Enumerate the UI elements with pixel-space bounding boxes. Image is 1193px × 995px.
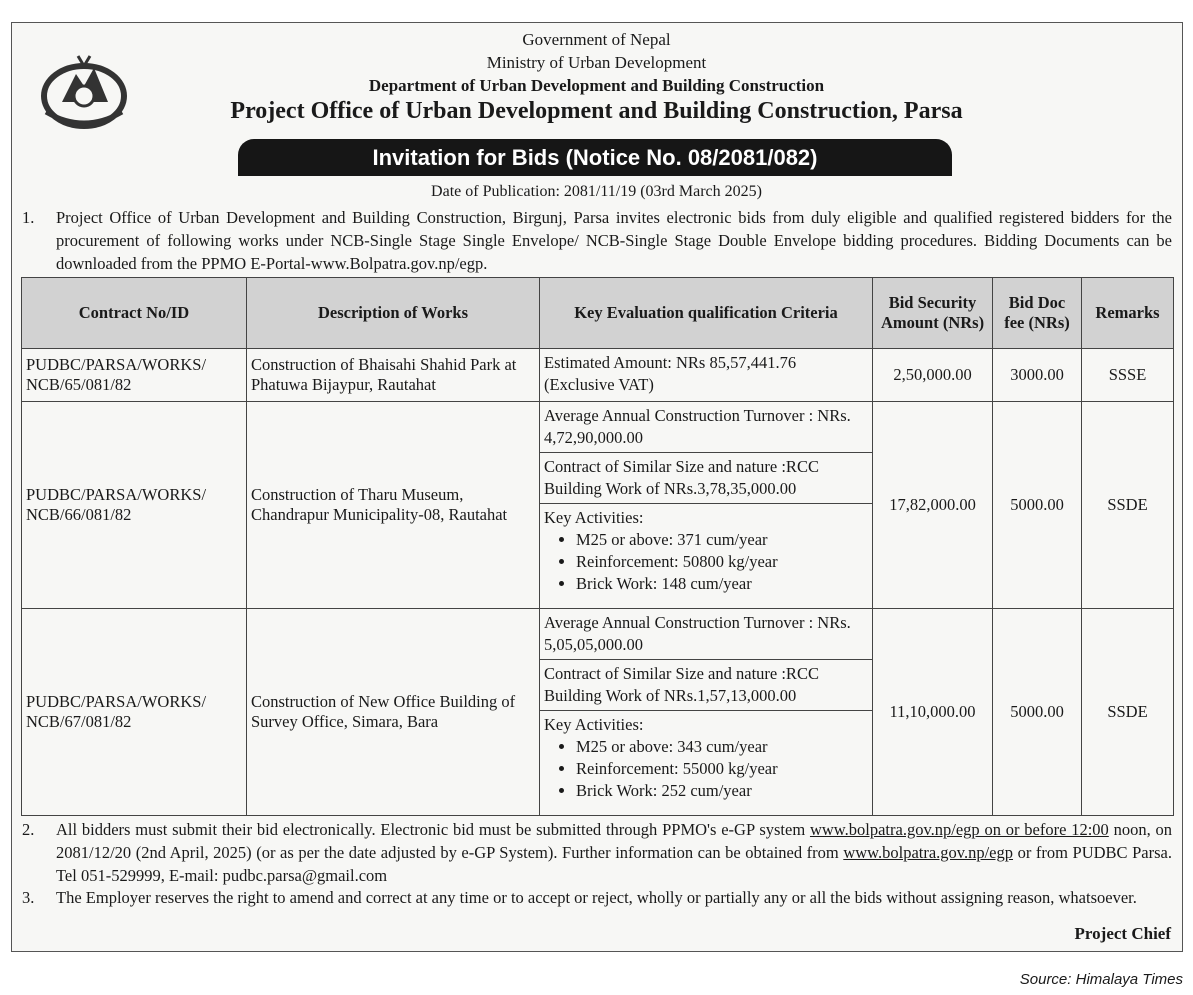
evaluation-criteria (540, 609, 873, 816)
contract-id: PUDBC/PARSA/WORKS/ NCB/65/081/82 (22, 349, 247, 402)
criteria-item: Contract of Similar Size and nature :RCC Building Work of NRs.3,78,35,000.00 (540, 453, 872, 504)
paragraph-3 (22, 886, 1172, 909)
header-department: Department of Urban Development and Building Construction (368, 76, 825, 95)
bid-security: 17,82,000.00 (873, 402, 993, 609)
list-item: • Reinforcement: 50800 kg/year (576, 551, 868, 573)
work-description: Construction of Bhaisahi Shahid Park at Phatuwa Bijaypur, Rautahat (247, 349, 540, 402)
criteria-item: Contract of Similar Size and nature :RCC Building Work of NRs.1,57,13,000.00 (540, 660, 872, 711)
doc-fee: 5000.00 (993, 609, 1082, 816)
paragraph-number: 2. (22, 820, 35, 839)
table-row (22, 609, 1174, 816)
column-header: Key Evaluation qualification Criteria (540, 278, 873, 349)
bids-table (21, 277, 1174, 816)
doc-fee: 5000.00 (993, 402, 1082, 609)
activity-list (544, 529, 868, 595)
egp-portal-link[interactable]: www.bolpatra.gov.np/egp on or before 12:00 (809, 820, 1109, 839)
bolpatra-link[interactable]: www.bolpatra.gov.np/egp (843, 843, 1014, 862)
column-header: Description of Works (247, 278, 540, 349)
list-item: • Brick Work: 252 cum/year (576, 780, 868, 802)
bid-security: 2,50,000.00 (873, 349, 993, 402)
column-header: Contract No/ID (22, 278, 247, 349)
list-item: • Reinforcement: 55000 kg/year (576, 758, 868, 780)
remarks: SSSE (1082, 349, 1174, 402)
text-segment: All bidders must submit their bid electronically. Electronic bid must be submitted through PPMO's e-GP system (56, 820, 810, 839)
column-header: Remarks (1082, 278, 1174, 349)
paragraph-1 (22, 206, 1172, 275)
criteria-item: Average Annual Construction Turnover : NRs. 5,05,05,000.00 (540, 609, 872, 660)
key-activities-label: Key Activities: (544, 715, 644, 734)
list-item: • Brick Work: 148 cum/year (576, 573, 868, 595)
bid-security: 11,10,000.00 (873, 609, 993, 816)
remarks: SSDE (1082, 402, 1174, 609)
list-item: • M25 or above: 343 cum/year (576, 736, 868, 758)
text-segment: or from PUDBC Parsa. Tel 051-529999, E-mail: pudbc.parsa@gmail.com (56, 843, 1172, 885)
doc-fee: 3000.00 (993, 349, 1082, 402)
remarks: SSDE (1082, 609, 1174, 816)
paragraph-text: The Employer reserves the right to amend and correct at any time or to accept or reject, wholly or partially any or all the bids without assigning reason, whatsoever. (56, 888, 1137, 907)
evaluation-criteria (540, 349, 873, 402)
work-description: Construction of New Office Building of Survey Office, Simara, Bara (247, 609, 540, 816)
criteria-item (540, 504, 872, 598)
notice-title: Invitation for Bids (Notice No. 08/2081/082) (238, 139, 952, 176)
header-project-office: Project Office of Urban Development and Building Construction, Parsa (230, 98, 963, 124)
table-header-row (22, 278, 1174, 349)
criteria-item: Estimated Amount: NRs 85,57,441.76 (Exclusive VAT) (544, 353, 797, 394)
header-ministry: Ministry of Urban Development (486, 53, 707, 72)
key-activities-label: Key Activities: (544, 508, 644, 527)
contract-id: PUDBC/PARSA/WORKS/ NCB/66/081/82 (22, 402, 247, 609)
header-government: Government of Nepal (522, 30, 671, 49)
paragraph-number: 3. (22, 888, 35, 907)
paragraph-2 (22, 818, 1172, 887)
publication-date: Date of Publication: 2081/11/19 (03rd March 2025) (431, 183, 762, 200)
paragraph-text: Project Office of Urban Development and Building Construction, Birgunj, Parsa invites electronic bids from duly eligible and qualified registered bidders for the procurement of following works under NCB-Single Stage Single Envelope/ NCB-Single Stage Double Envelope bidding procedures. Bidding Documents can be downloaded from the PPMO E-Portal-www.Bolpatra.gov.np/egp. (56, 208, 1172, 273)
signoff: Project Chief (1074, 924, 1171, 943)
criteria-item (540, 711, 872, 805)
source-credit: Source: Himalaya Times (1019, 971, 1183, 988)
activity-list (544, 736, 868, 802)
table-row (22, 402, 1174, 609)
paragraph-number: 1. (22, 208, 35, 227)
table-row (22, 349, 1174, 402)
column-header: Bid Doc fee (NRs) (993, 278, 1082, 349)
evaluation-criteria (540, 402, 873, 609)
work-description: Construction of Tharu Museum, Chandrapur Municipality-08, Rautahat (247, 402, 540, 609)
contract-id: PUDBC/PARSA/WORKS/ NCB/67/081/82 (22, 609, 247, 816)
column-header: Bid Security Amount (NRs) (873, 278, 993, 349)
paragraph-text (56, 818, 1172, 887)
text-segment: noon, on 2081/12/20 (2nd April, 2025) (or as per the date adjusted by e-GP System). Further information can be obtained from (56, 820, 1173, 862)
list-item: • M25 or above: 371 cum/year (576, 529, 868, 551)
criteria-item: Average Annual Construction Turnover : NRs. 4,72,90,000.00 (540, 402, 872, 453)
